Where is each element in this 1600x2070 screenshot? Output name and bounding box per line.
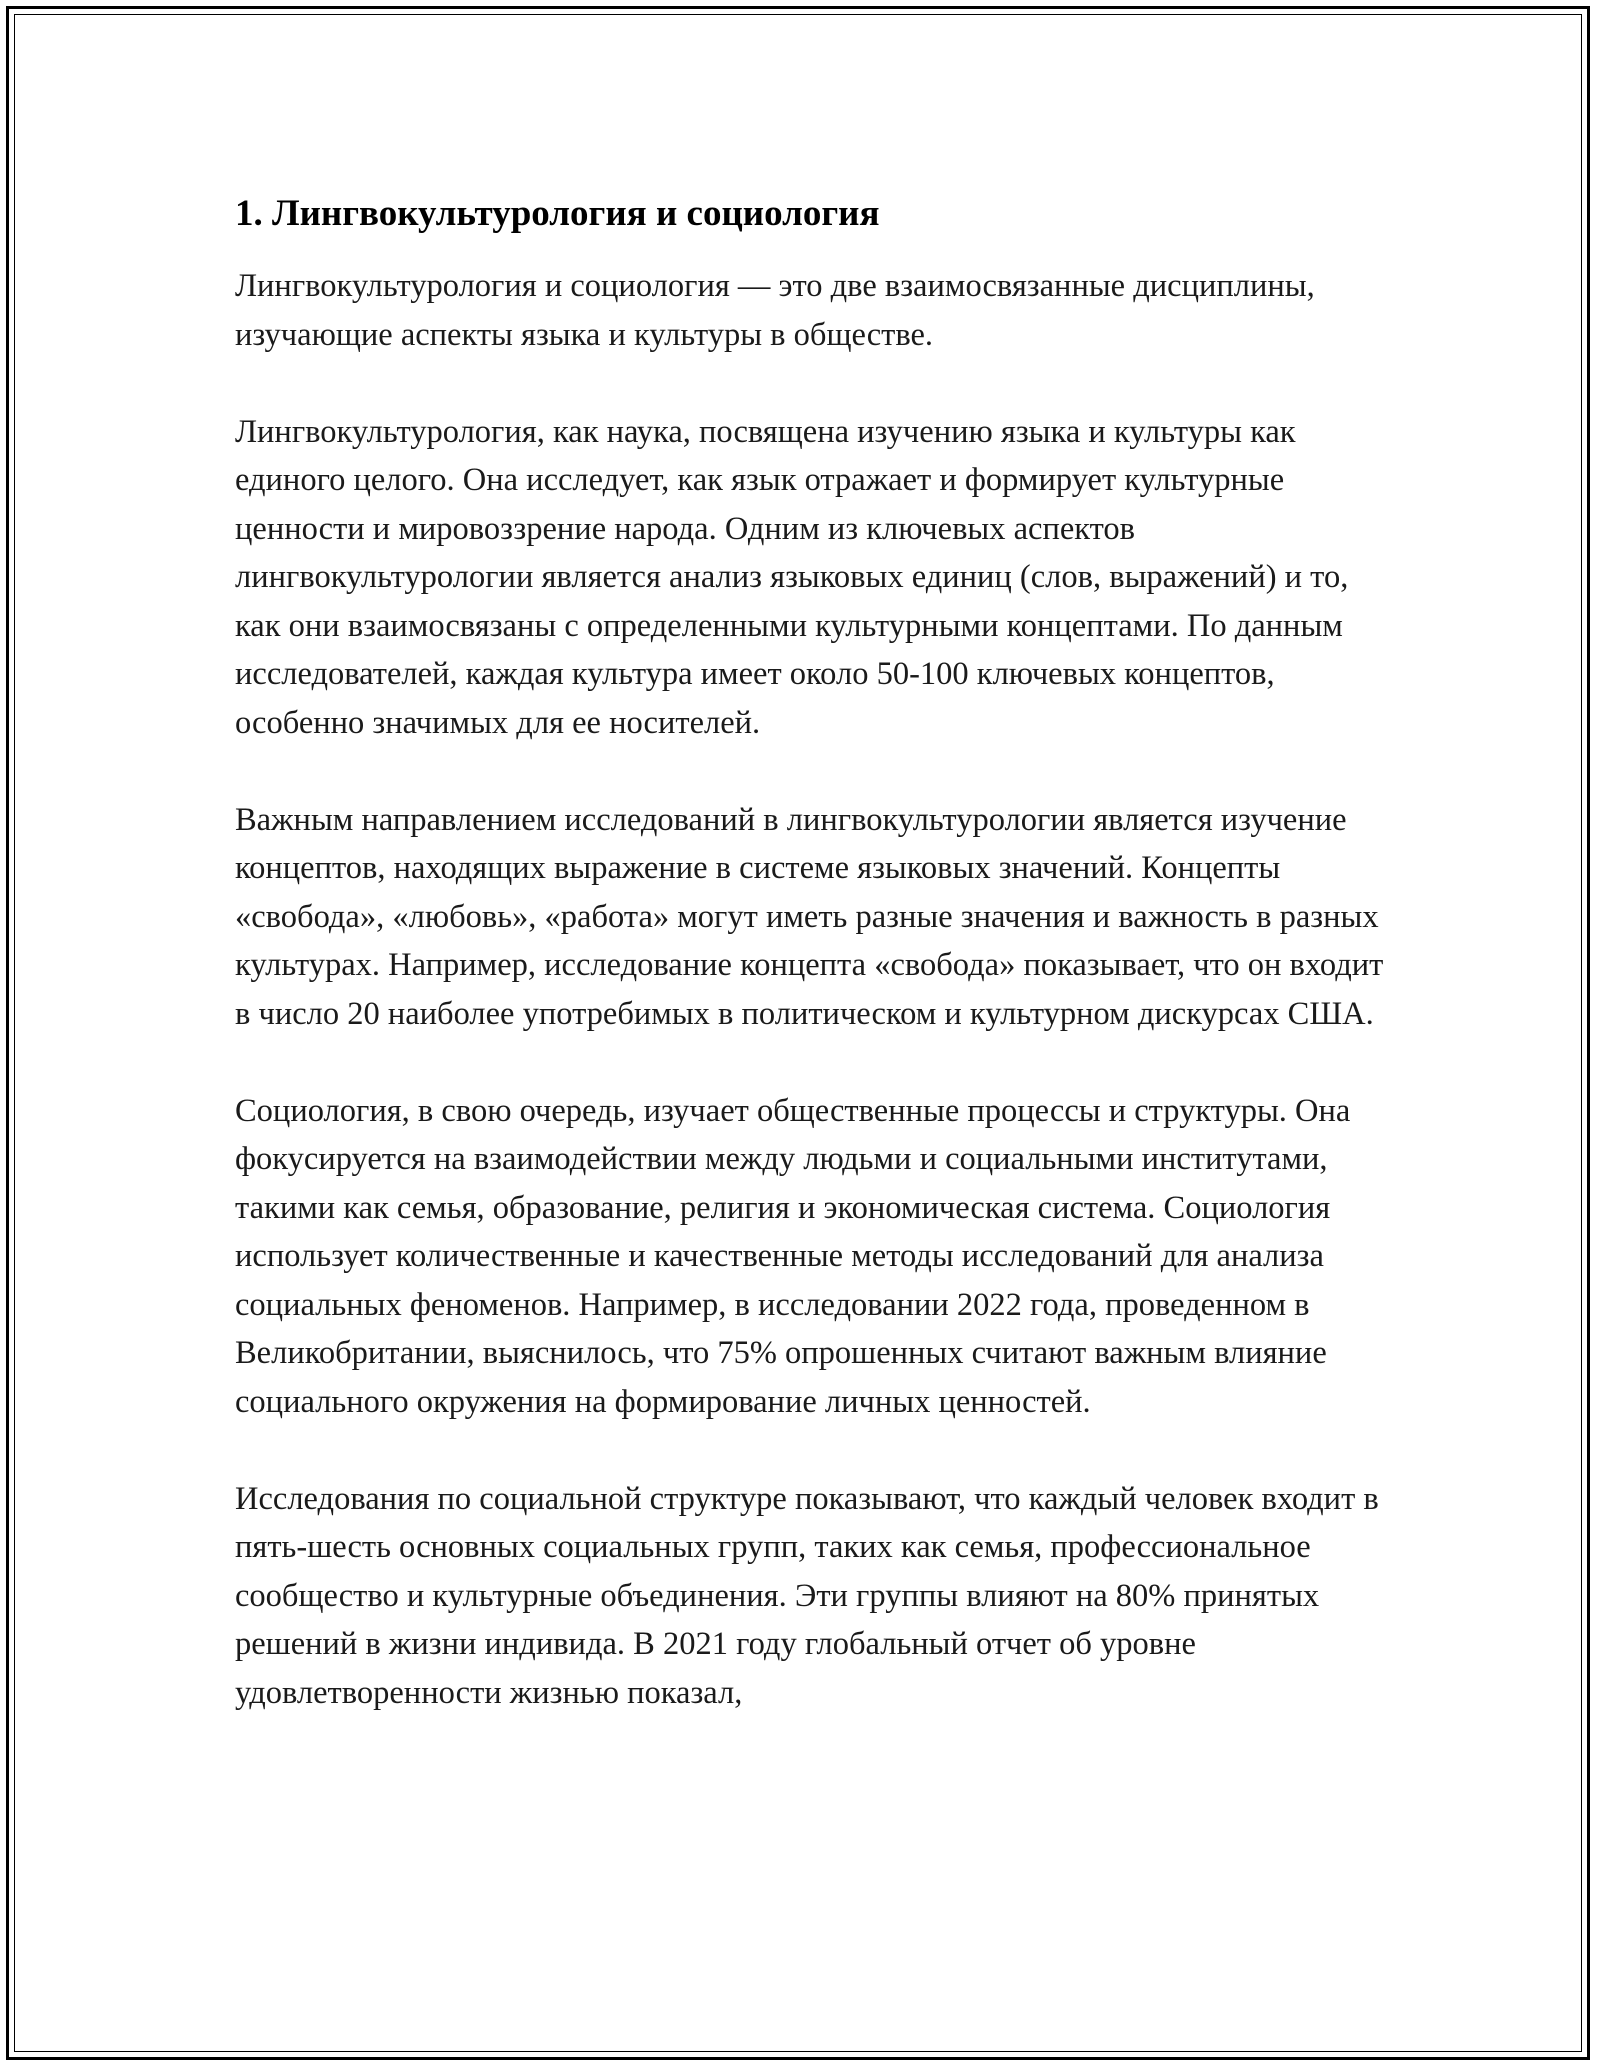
document-body — [235, 190, 1385, 1766]
paragraph-sociology: Социология, в свою очередь, изучает общественные процессы и структуры. Она фокусируется на взаимодействии между людьми и социальными институтами, такими как семья, образование, религия и экономическая система. Социология использует количественные и качественные методы исследований для анализа социальных феноменов. Например, в исследовании 2022 года, проведенном в Великобритании, выяснилось, что 75% опрошенных считают важным влияние социального окружения на формирование личных ценностей. — [235, 1092, 1351, 1420]
paragraph-intro: Лингвокультурология и социология — это две взаимосвязанные дисциплины, изучающие аспекты языка и культуры в обществе. — [235, 268, 1315, 353]
paragraph-social-structure: Исследования по социальной структуре показывают, что каждый человек входит в пять-шесть основных социальных групп, таких как семья, профессиональное сообщество и культурные объединения. Эти группы влияют на 80% принятых решений в жизни индивида. В 2021 году глобальный отчет об уровне удовлетворенности жизнью показал, — [235, 1480, 1379, 1711]
section-heading: 1. Лингвокультурология и социология — [235, 193, 880, 234]
paragraph-concepts: Важным направлением исследований в лингвокультурологии является изучение концептов, находящих выражение в системе языковых значений. Концепты «свобода», «любовь», «работа» могут иметь разные значения и важность в разных культурах. Например, исследование концепта «свобода» показывает, что он входит в число 20 наиболее употребимых в политическом и культурном дискурсах США. — [235, 801, 1384, 1032]
paragraph-linguoculturology: Лингвокультурология, как наука, посвящена изучению языка и культуры как единого целого. Она исследует, как язык отражает и формирует культурные ценности и мировоззрение народа. Одним из ключевых аспектов лингвокультурологии является анализ языковых единиц (слов, выражений) и то, как они взаимосвязаны с определенными культурными концептами. По данным исследователей, каждая культура имеет около 50-100 ключевых концептов, особенно значимых для ее носителей. — [235, 413, 1349, 741]
